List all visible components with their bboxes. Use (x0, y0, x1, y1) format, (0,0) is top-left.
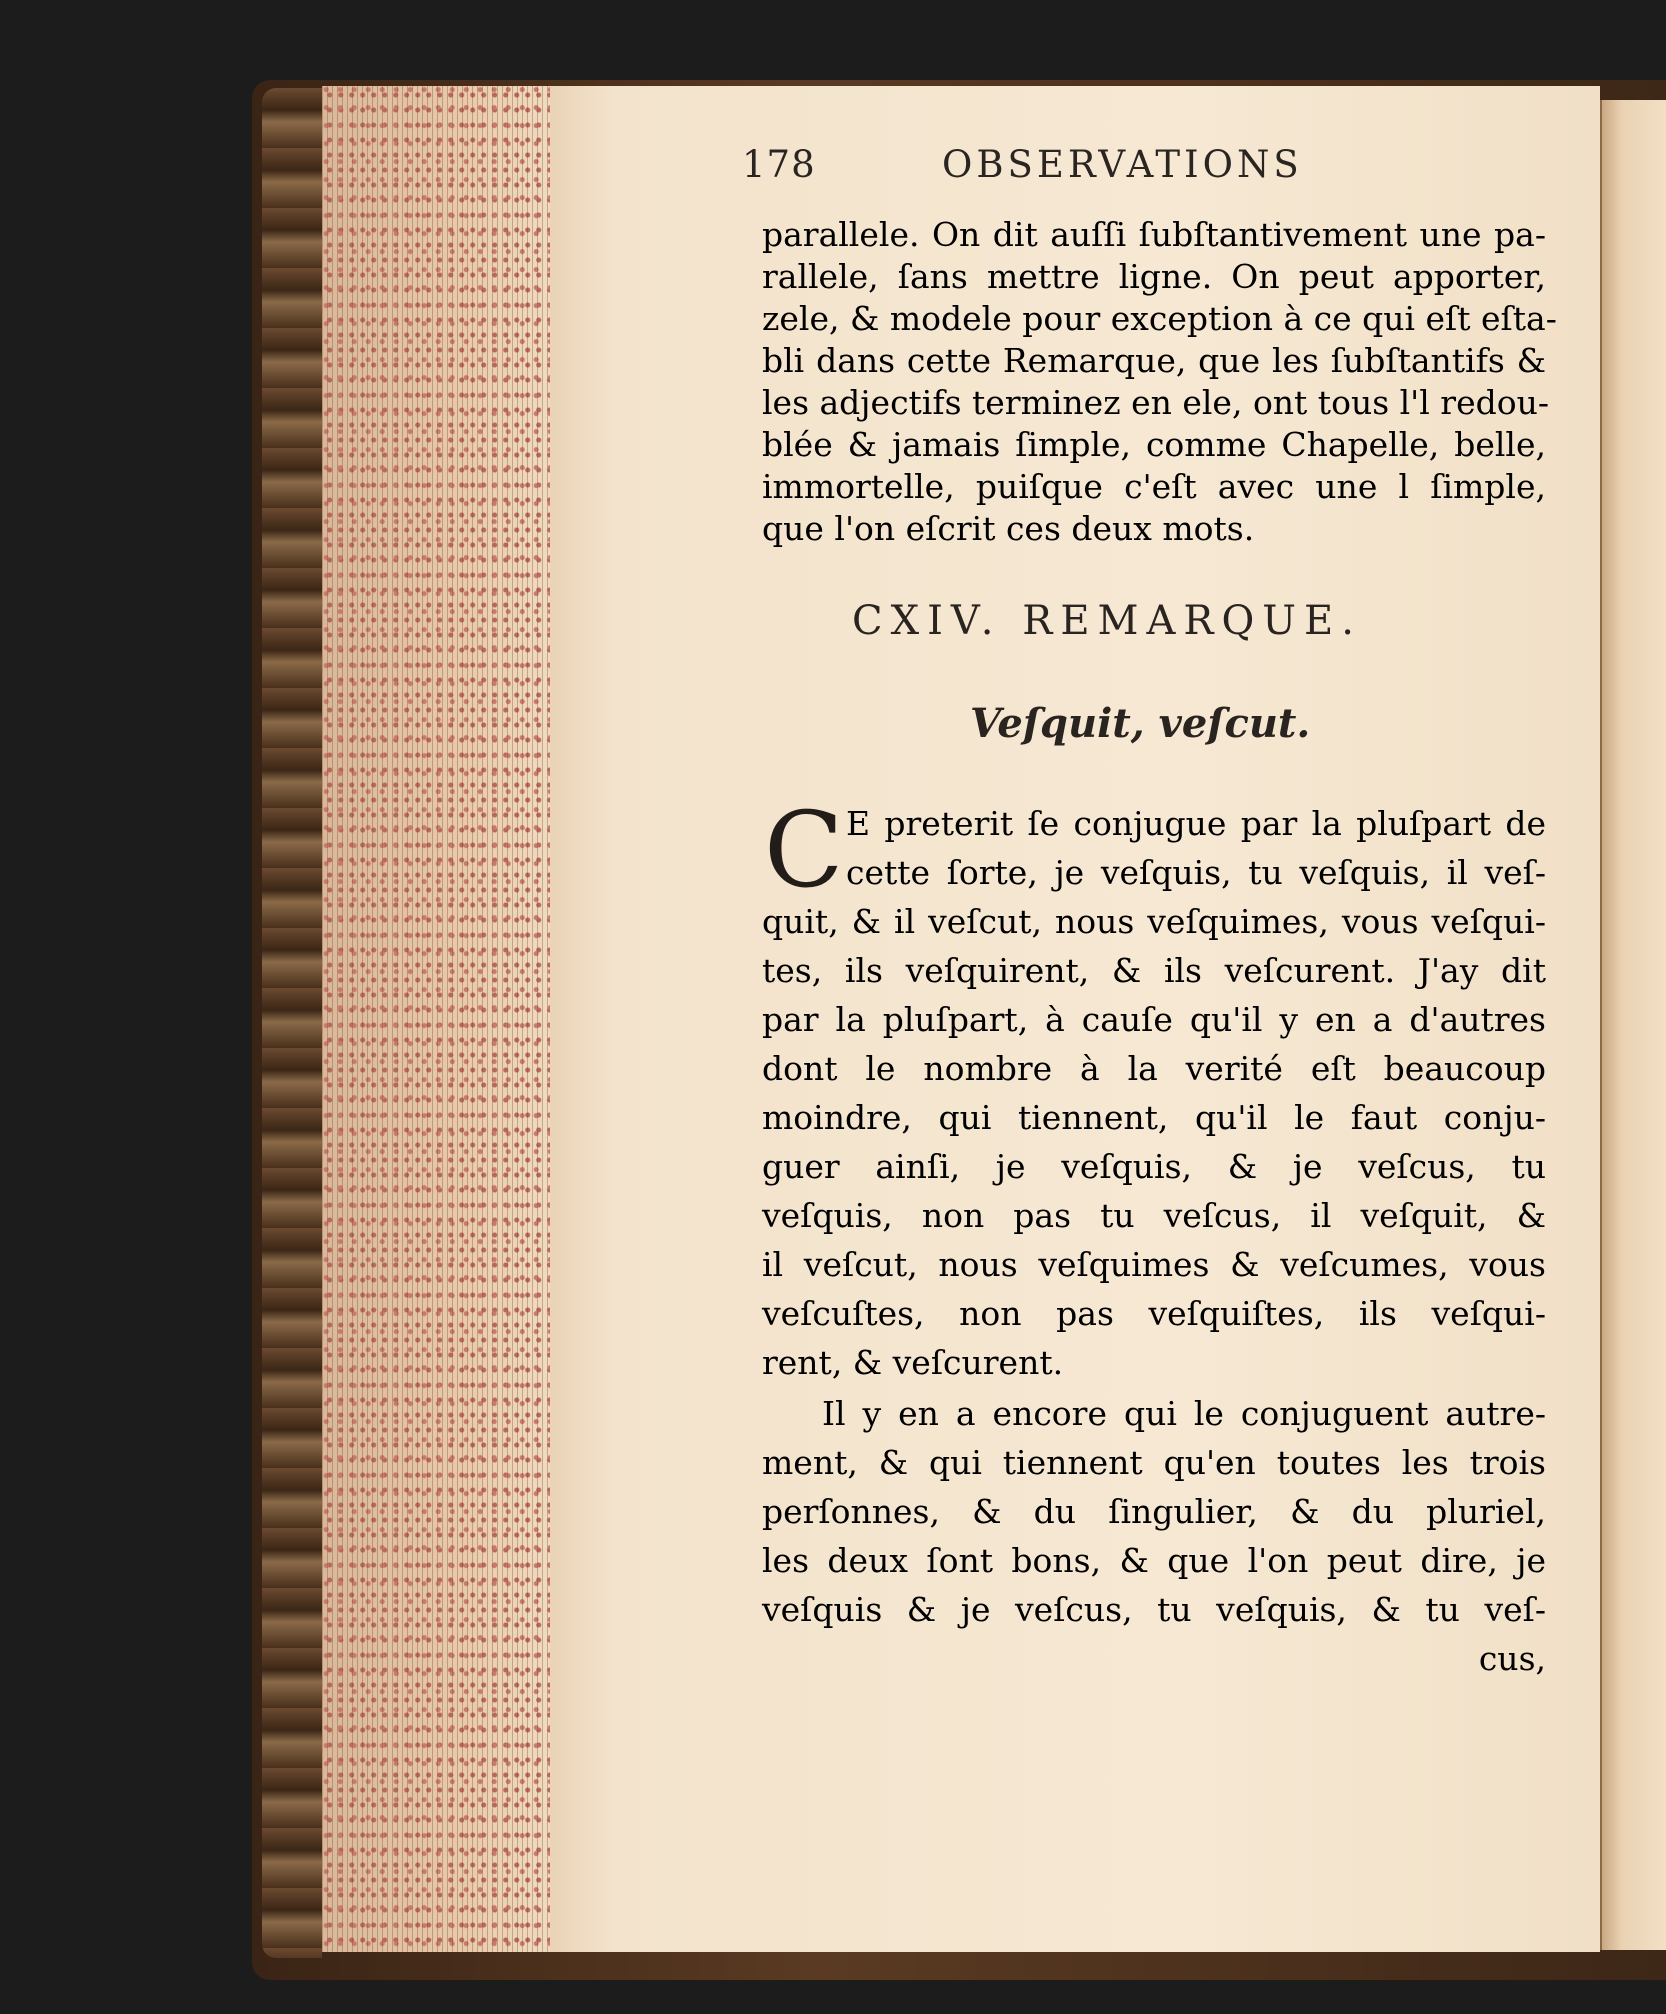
text-line: blée & jamais ſimple, comme Chapelle, belle, (762, 425, 1546, 464)
text-line: dont le nombre à la verité eſt beaucoup (762, 1049, 1546, 1088)
running-header (742, 143, 1402, 193)
text-line: veſquis, non pas tu veſcus, il veſquit, & (762, 1196, 1546, 1235)
text-line: E preterit ſe conjugue par la pluſpart de (846, 804, 1546, 843)
text-line: bli dans cette Remarque, que les ſubſtantifs & (762, 341, 1546, 380)
text-line: par la pluſpart, à cauſe qu'il y en a d'autres (762, 1000, 1546, 1039)
text-line: immortelle, puiſque c'eſt avec une l ſimple, (762, 467, 1546, 506)
book-spine (262, 88, 322, 1958)
text-line: il veſcut, nous veſquimes & veſcumes, vous (762, 1245, 1546, 1284)
text-line: parallele. On dit auſſi ſubſtantivement une pa- (762, 215, 1546, 254)
page-edges (322, 86, 550, 1952)
section-subtitle: Veſquit, veſcut. (970, 700, 1311, 747)
section-heading: CXIV. REMARQUE. (852, 598, 1362, 644)
facing-page-edge (1600, 100, 1666, 1950)
text-line: Il y en a encore qui le conjuguent autre- (822, 1394, 1546, 1433)
text-line: veſquis & je veſcus, tu veſquis, & tu veſ- (762, 1590, 1546, 1629)
text-line: quit, & il veſcut, nous veſquimes, vous veſqui- (762, 902, 1546, 941)
drop-cap: C (764, 789, 844, 911)
text-line: ment, & qui tiennent qu'en toutes les trois (762, 1443, 1546, 1482)
text-line: les adjectifs terminez en ele, ont tous l'l redou- (762, 383, 1549, 422)
page-number: 178 (742, 143, 816, 186)
running-title: OBSERVATIONS (942, 143, 1303, 186)
text-line: les deux ſont bons, & que l'on peut dire, je (762, 1541, 1546, 1580)
text-line: cette ſorte, je veſquis, tu veſquis, il veſ- (846, 853, 1546, 892)
text-line: rallele, ſans mettre ligne. On peut apporter, (762, 257, 1546, 296)
text-line: veſcuſtes, non pas veſquiſtes, ils veſqui- (762, 1294, 1546, 1333)
text-line: guer ainſi, je veſquis, & je veſcus, tu (762, 1147, 1546, 1186)
text-line: que l'on eſcrit ces deux mots. (762, 509, 1255, 548)
text-line: rent, & veſcurent. (762, 1343, 1064, 1382)
catchword: cus, (1478, 1639, 1546, 1678)
text-line: moindre, qui tiennent, qu'il le faut conju- (762, 1098, 1546, 1137)
text-line: tes, ils veſquirent, & ils veſcurent. J'ay dit (762, 951, 1546, 990)
text-line: zele, & modele pour exception à ce qui eſt eſta- (762, 299, 1557, 338)
text-line: perſonnes, & du ſingulier, & du pluriel, (762, 1492, 1546, 1531)
